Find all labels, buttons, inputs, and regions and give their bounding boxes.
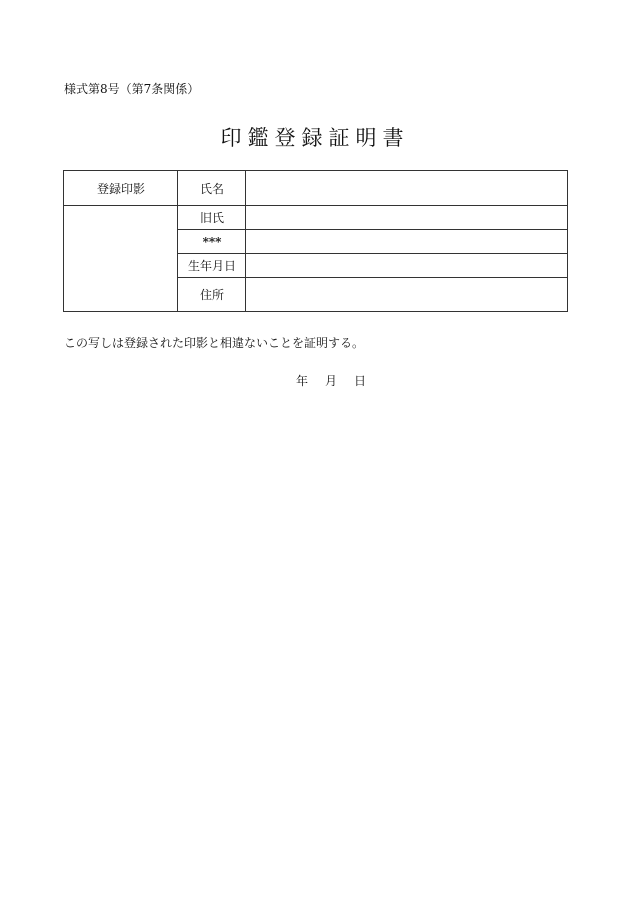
- label-cell-birthdate: 生年月日: [187, 259, 236, 273]
- label-cell-masked: ***: [202, 234, 222, 249]
- value-cell-former-surname: [246, 206, 567, 229]
- date-day: 日: [354, 374, 367, 388]
- value-cell-birthdate: [246, 254, 567, 277]
- value-cell-masked: [246, 230, 567, 253]
- form-number: 様式第8号（第7条関係）: [64, 82, 200, 96]
- certification-statement: この写しは登録された印影と相違ないことを証明する。: [64, 336, 365, 350]
- label-cell-address: 住所: [199, 288, 224, 302]
- date-line: [296, 372, 366, 389]
- certificate-table: [63, 170, 568, 312]
- value-cell-name: [246, 171, 567, 205]
- seal-header-cell: 登録印影: [96, 181, 145, 196]
- document-title: 印鑑登録証明書: [220, 126, 410, 150]
- value-cell-address: [246, 278, 567, 311]
- date-year: 年: [296, 374, 309, 388]
- seal-impression-area: [64, 206, 177, 311]
- label-cell-former-surname: 旧氏: [199, 211, 224, 225]
- label-cell-name: 氏名: [199, 181, 224, 196]
- date-month: 月: [325, 374, 338, 388]
